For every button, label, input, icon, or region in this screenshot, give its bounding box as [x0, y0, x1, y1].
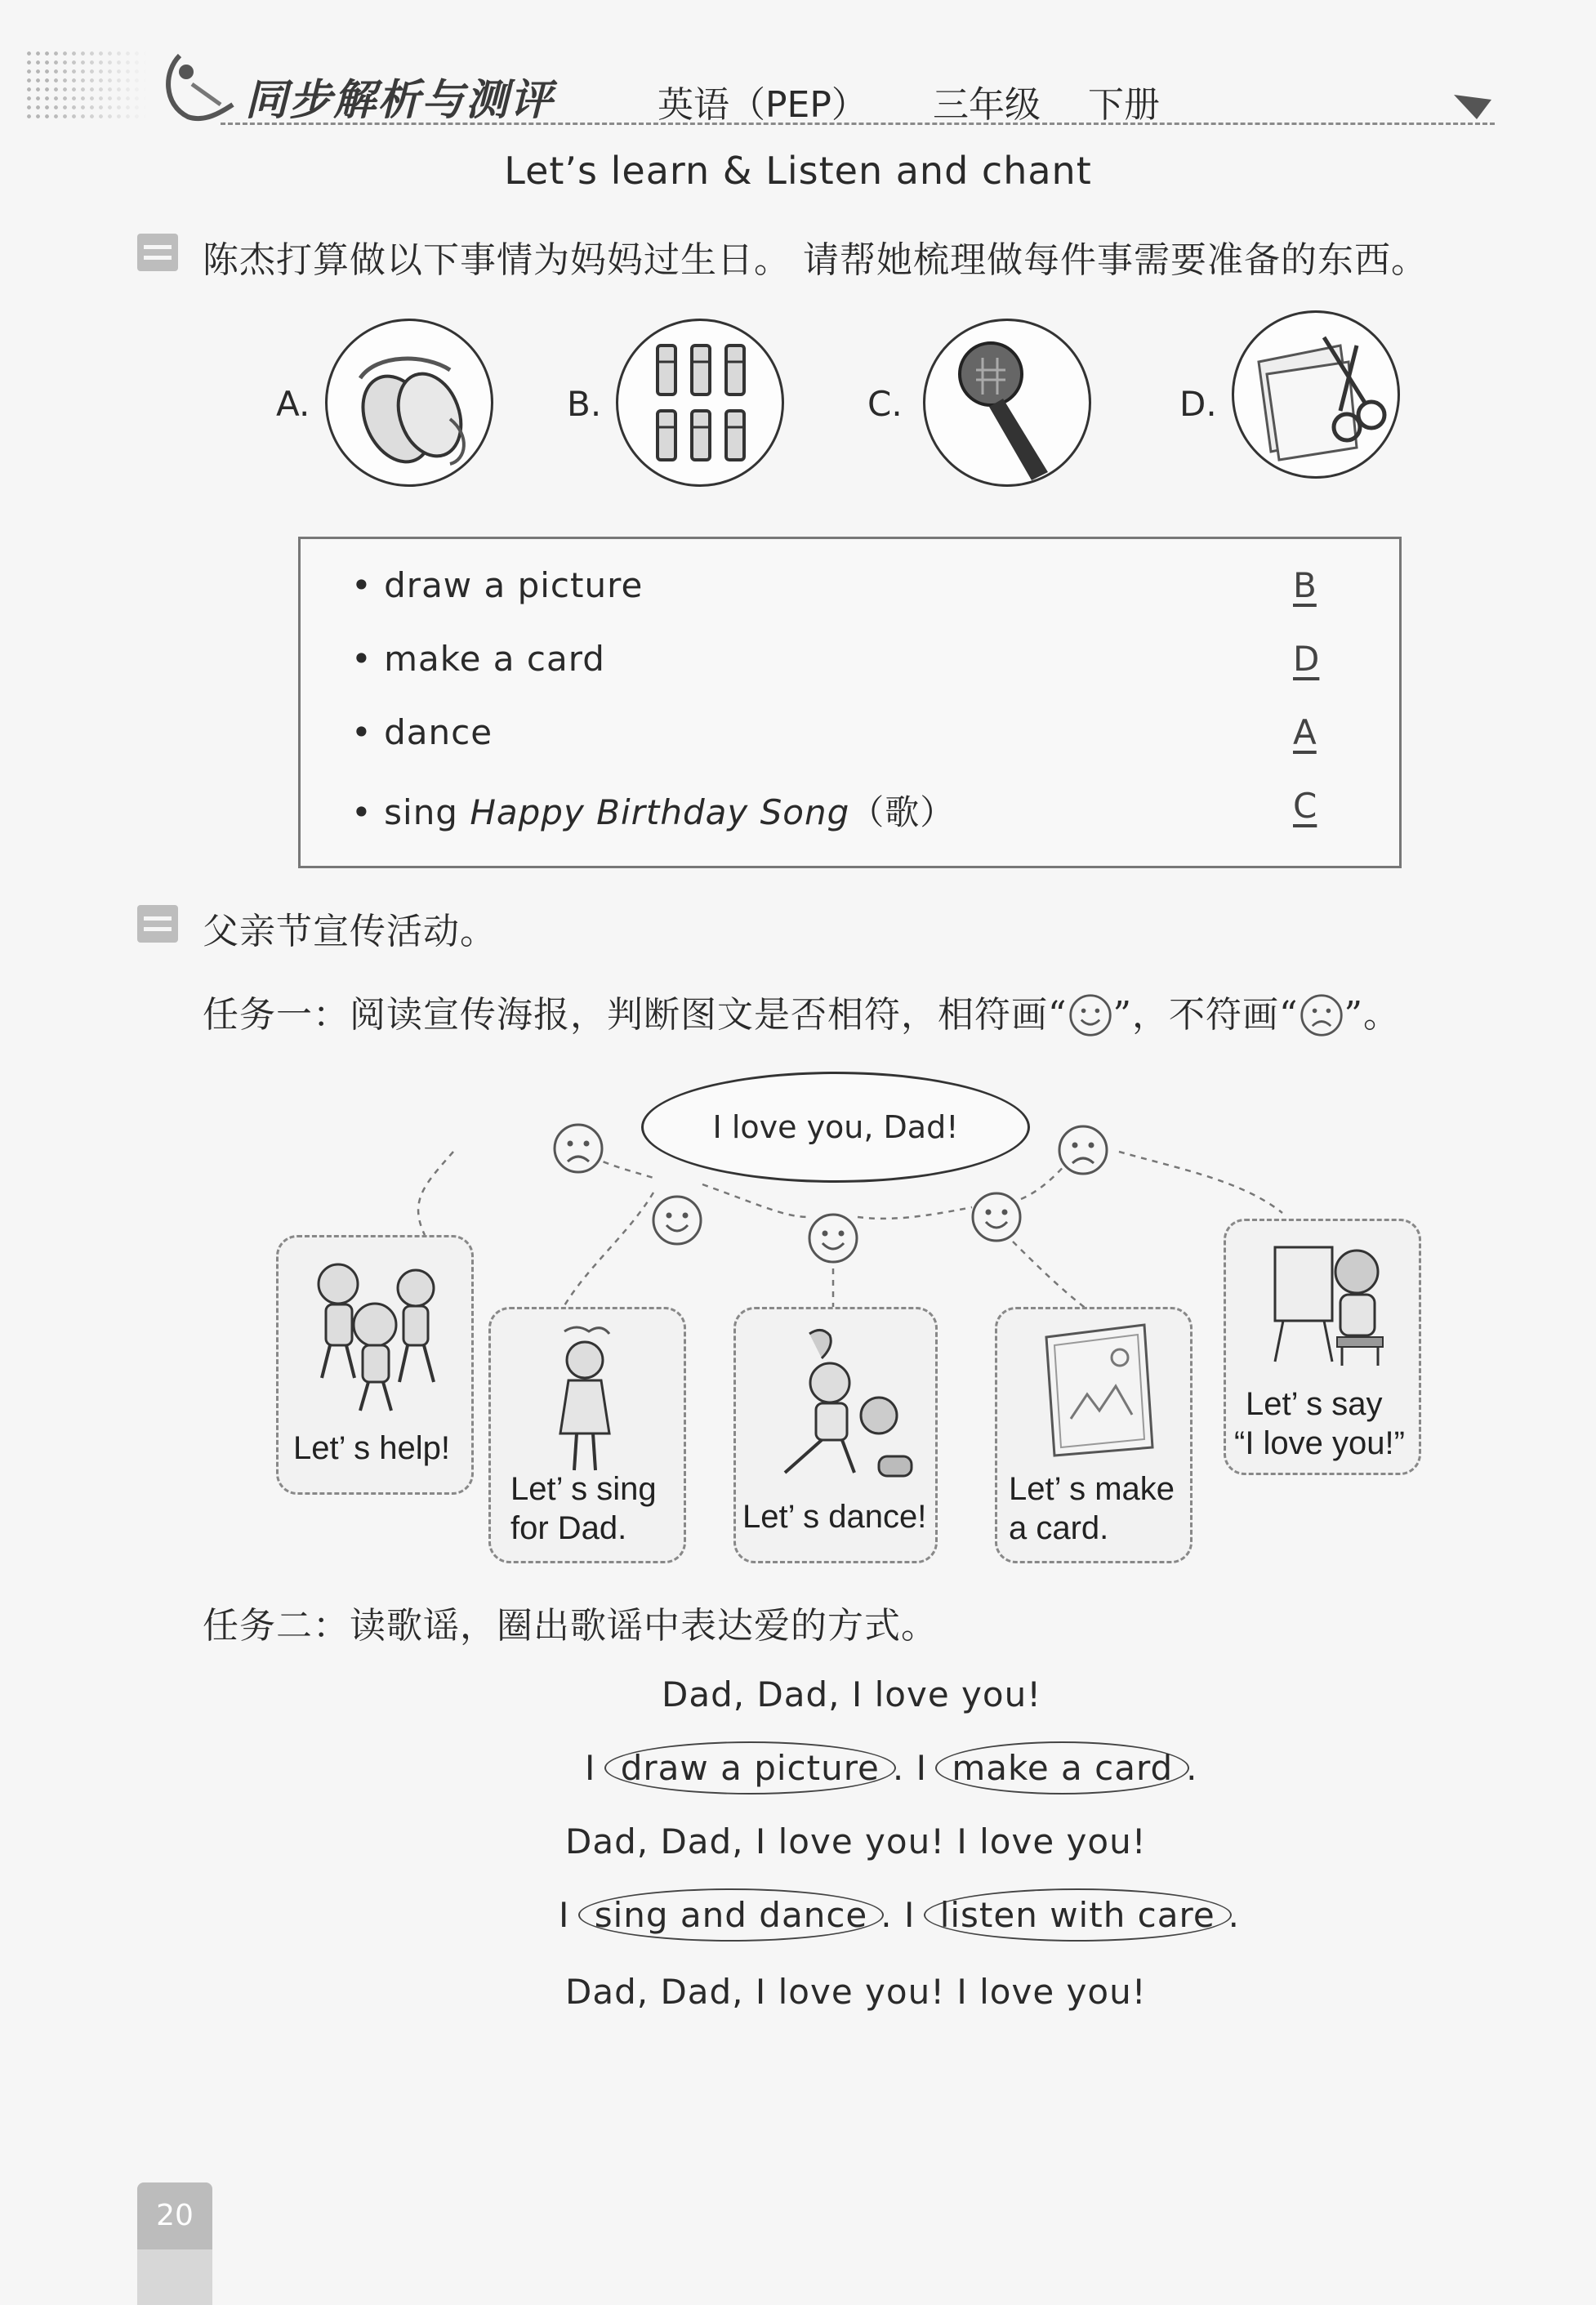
part1-instruction: 陈杰打算做以下事情为妈妈过生日。 请帮她梳理做每件事需要准备的东西。: [203, 239, 1428, 281]
chant-text: . I: [892, 1748, 939, 1788]
circled-phrase: listen with care: [924, 1888, 1232, 1942]
header-subject: 英语（PEP）: [658, 84, 867, 126]
header-volume: 下册: [1088, 84, 1160, 126]
item-answer: C: [1293, 786, 1317, 826]
crayons-icon: [618, 321, 782, 484]
header-dot-pattern: [25, 49, 147, 123]
item-answer: A: [1293, 712, 1317, 752]
chant-line: Dad, Dad, I love you!: [662, 1674, 1042, 1714]
list-item: [351, 712, 493, 752]
poster-card-make-card: [995, 1307, 1193, 1563]
poster-card-say: [1224, 1219, 1421, 1475]
chant-line: [585, 1748, 1198, 1788]
poster-card-help: [276, 1235, 474, 1495]
logo-icon: [155, 47, 245, 129]
greeting-card-icon: [1030, 1321, 1161, 1460]
option-a-picture: [325, 319, 493, 487]
item-answer: B: [1293, 565, 1317, 605]
circled-phrase: make a card: [935, 1741, 1189, 1795]
option-d-letter: D.: [1179, 384, 1217, 424]
list-item: [351, 565, 643, 605]
part2-number-icon: [137, 905, 178, 943]
header-brand: 同步解析与测评: [245, 76, 555, 125]
chant-text: .: [1228, 1895, 1241, 1935]
girl-singing-icon: [532, 1319, 638, 1474]
chant-text: I: [585, 1748, 608, 1788]
option-b-picture: [616, 319, 784, 487]
task1-instruction: [203, 985, 1400, 1038]
item-text: sing: [384, 792, 470, 832]
chant-text: .: [1186, 1748, 1198, 1788]
smile-face-icon: [651, 1194, 703, 1246]
smile-face-icon: [1068, 992, 1113, 1038]
sad-face-icon: [1057, 1124, 1109, 1176]
item-answer: D: [1293, 639, 1320, 679]
chant-text: . I: [880, 1895, 927, 1935]
sad-face-icon: [1299, 992, 1344, 1038]
item-text: dance: [384, 712, 493, 752]
chant-line: [559, 1895, 1240, 1935]
part1-number-icon: [137, 234, 178, 271]
bullet: •: [351, 639, 372, 679]
poster-card-sing: [488, 1307, 686, 1563]
song-title: Happy Birthday Song: [470, 792, 850, 832]
paper-scissors-icon: [1234, 313, 1398, 476]
sad-face-icon: [552, 1122, 604, 1175]
bullet: •: [351, 792, 372, 832]
circled-phrase: sing and dance: [578, 1888, 885, 1942]
children-running-icon: [293, 1247, 457, 1419]
option-d-picture: [1232, 310, 1400, 479]
task1-text-before: 任务一：阅读宣传海报，判断图文是否相符，相符画“: [203, 994, 1068, 1036]
task2-instruction: 任务二：读歌谣，圈出歌谣中表达爱的方式。: [203, 1605, 938, 1647]
option-b-letter: B.: [567, 384, 602, 424]
card-caption-line1: Let’ s say: [1246, 1386, 1383, 1422]
header-grade: 三年级: [933, 84, 1041, 126]
part2-instruction: 父亲节宣传活动。: [203, 911, 497, 952]
page-tab: [137, 2249, 212, 2305]
poster-bubble: I love you, Dad!: [641, 1072, 1030, 1183]
card-caption-line2: for Dad.: [510, 1510, 627, 1546]
bullet: •: [351, 565, 372, 605]
item-suffix: （歌）: [849, 792, 956, 832]
card-caption-line2: “I love you!”: [1234, 1425, 1405, 1461]
list-item: [351, 639, 605, 679]
card-caption-line1: Let’ s sing: [510, 1471, 657, 1507]
page-number: 20: [137, 2182, 212, 2249]
ballet-shoes-icon: [328, 321, 491, 484]
chant-text: I: [559, 1895, 582, 1935]
corner-arrow-icon: [1452, 91, 1493, 121]
header-divider: [221, 123, 1495, 125]
option-c-picture: [923, 319, 1091, 487]
card-caption: Let’ s help!: [293, 1430, 450, 1466]
smile-face-icon: [970, 1191, 1023, 1243]
card-caption: Let’ s dance!: [742, 1499, 927, 1535]
item-text: make a card: [384, 639, 605, 679]
list-item: [351, 786, 955, 835]
task1-text-after: ”。: [1344, 994, 1400, 1036]
card-caption-line2: a card.: [1009, 1510, 1109, 1546]
card-caption-line1: Let’ s make: [1009, 1471, 1175, 1507]
poster-card-dance: [733, 1307, 938, 1563]
chant-line: Dad, Dad, I love you! I love you!: [565, 1821, 1147, 1861]
section-title: Let’s learn & Listen and chant: [504, 149, 1092, 193]
microphone-icon: [925, 321, 1089, 484]
boy-dancing-icon: [752, 1326, 924, 1489]
boy-painting-icon: [1259, 1231, 1398, 1370]
option-a-letter: A.: [276, 384, 310, 424]
task1-text-middle: ”，不符画“: [1112, 994, 1299, 1036]
bullet: •: [351, 712, 372, 752]
smile-face-icon: [807, 1212, 859, 1264]
chant-line: Dad, Dad, I love you! I love you!: [565, 1972, 1147, 2012]
circled-phrase: draw a picture: [604, 1741, 896, 1795]
option-c-letter: C.: [867, 384, 903, 424]
item-text: draw a picture: [384, 565, 644, 605]
